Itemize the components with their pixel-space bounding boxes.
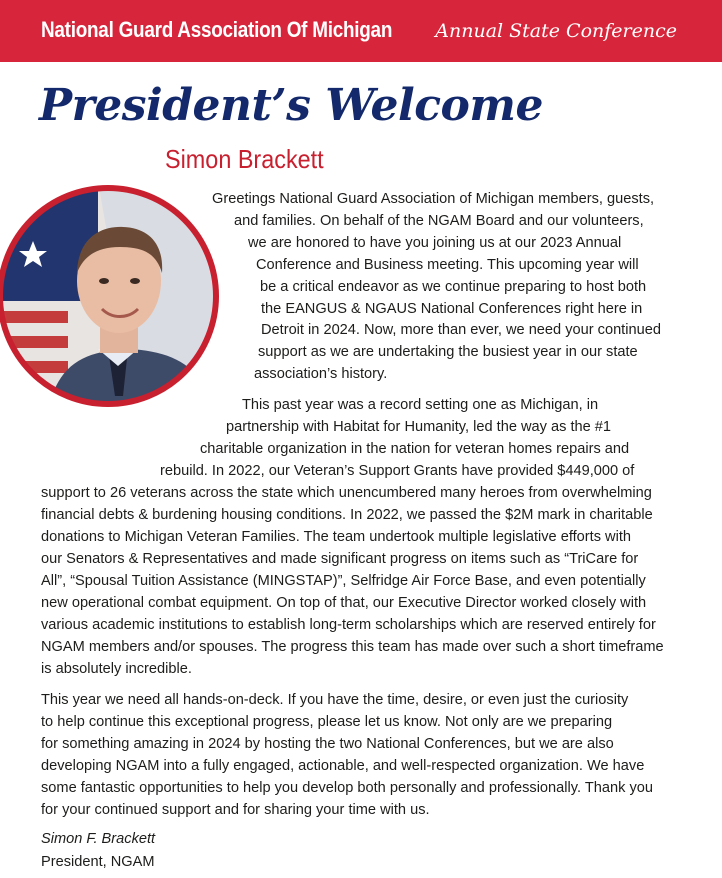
event-name: Annual State Conference xyxy=(435,20,677,42)
paragraph1-line: Detroit in 2024. Now, more than ever, we need your continued xyxy=(261,322,661,338)
paragraph2-line: our Senators & Representatives and made significant progress on items such as “TriCare for xyxy=(41,551,639,567)
paragraph3-line: This year we need all hands-on-deck. If you have the time, desire, or even just the curiosity xyxy=(41,692,629,708)
author-name: Simon Brackett xyxy=(165,144,324,174)
paragraph3-line: for your continued support and for sharing your time with us. xyxy=(41,802,430,818)
paragraph3-line: to help continue this exceptional progress, please let us know. Not only are we preparing xyxy=(41,714,613,730)
header-banner xyxy=(0,0,722,62)
signature-name: Simon F. Brackett xyxy=(41,831,156,847)
paragraph2-line: All”, “Spousal Tuition Assistance (MINGSTAP)”, Selfridge Air Force Base, and even potentially xyxy=(41,573,646,589)
paragraph2-line: charitable organization in the nation for veteran homes repairs and xyxy=(200,441,630,457)
president-portrait xyxy=(0,181,238,411)
paragraph2-line: rebuild. In 2022, our Veteran’s Support Grants have provided $449,000 of xyxy=(160,463,635,479)
paragraph1-line: and families. On behalf of the NGAM Board and our volunteers, xyxy=(234,213,644,229)
paragraph1-line: the EANGUS & NGAUS National Conferences right here in xyxy=(261,301,643,317)
paragraph2-line: new operational combat equipment. On top of that, our Executive Director worked closely with xyxy=(41,595,647,611)
org-name: National Guard Association Of Michigan xyxy=(41,17,393,42)
paragraph2-line: support to 26 veterans across the state which unencumbered many heroes from overwhelming xyxy=(41,485,652,501)
paragraph1-line: be a critical endeavor as we continue preparing to host both xyxy=(260,279,647,295)
paragraph2-line: is absolutely incredible. xyxy=(41,661,192,677)
paragraph3-line: some fantastic opportunities to help you develop both personally and professionally. Thank you xyxy=(41,780,653,796)
signature-title: President, NGAM xyxy=(41,854,155,870)
paragraph1-line: Greetings National Guard Association of Michigan members, guests, xyxy=(212,191,655,207)
page-title: President’s Welcome xyxy=(39,80,543,131)
paragraph3-line: developing NGAM into a fully engaged, actionable, and well-respected organization. We have xyxy=(41,758,645,774)
paragraph2-line: various academic institutions to establish long-term scholarships which are reserved entirely for xyxy=(41,617,656,633)
paragraph2-line: financial debts & burdening housing conditions. In 2022, we passed the $2M mark in charitable xyxy=(41,507,653,523)
paragraph1-line: association’s history. xyxy=(254,366,388,382)
paragraph3-line: for something amazing in 2024 by hosting the two National Conferences, but we are also xyxy=(41,736,614,752)
paragraph2-line: NGAM members and/or spouses. The progress this team has made over such a short timeframe xyxy=(41,639,664,655)
paragraph2-line: donations to Michigan Veteran Families. The team undertook multiple legislative efforts with xyxy=(41,529,632,545)
paragraph2-line: This past year was a record setting one as Michigan, in xyxy=(242,397,599,413)
paragraph2-line: partnership with Habitat for Humanity, led the way as the #1 xyxy=(226,419,612,435)
paragraph1-line: support as we are undertaking the busiest year in our state xyxy=(258,344,638,360)
paragraph1-line: we are honored to have you joining us at our 2023 Annual xyxy=(248,235,622,251)
paragraph1-line: Conference and Business meeting. This upcoming year will xyxy=(256,257,639,273)
